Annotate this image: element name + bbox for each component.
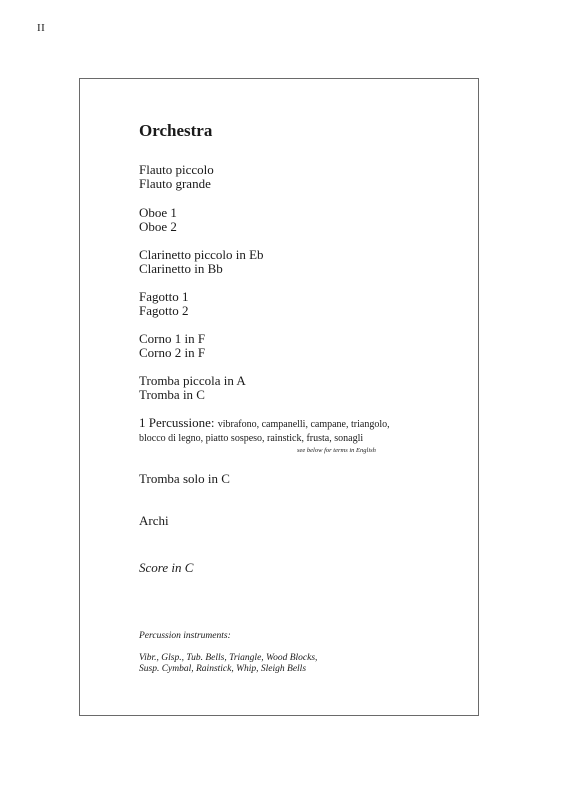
instrument-oboe-2: Oboe 2 [139, 219, 177, 234]
instrument-flauto-grande: Flauto grande [139, 176, 211, 191]
page-number: II [37, 22, 46, 34]
percussion-english-line-2: Susp. Cymbal, Rainstick, Whip, Sleigh Bells [139, 664, 307, 674]
instrument-fagotto-2: Fagotto 2 [139, 303, 189, 318]
percussion-items-1: vibrafono, campanelli, campane, triangolo, [217, 419, 390, 430]
instrument-archi: Archi [139, 513, 169, 528]
score-note: Score in C [139, 560, 194, 575]
instrument-fagotto-1: Fagotto 1 [139, 289, 189, 304]
percussion-line-1 [139, 416, 390, 432]
percussion-english-heading: Percussion instruments: [139, 631, 231, 641]
percussion-english-line-1: Vibr., Glsp., Tub. Bells, Triangle, Wood Blocks, [139, 653, 318, 663]
instrument-tromba-c: Tromba in C [139, 387, 205, 402]
instrument-corno-1: Corno 1 in F [139, 331, 206, 346]
instrument-flauto-piccolo: Flauto piccolo [139, 162, 214, 177]
percussion-label: 1 Percussione: [139, 415, 215, 430]
instrument-tromba-piccola: Tromba piccola in A [139, 373, 246, 388]
instrument-corno-2: Corno 2 in F [139, 345, 206, 360]
page-title: Orchestra [139, 121, 213, 140]
instrument-oboe-1: Oboe 1 [139, 205, 177, 220]
instrument-clarinetto-piccolo: Clarinetto piccolo in Eb [139, 247, 264, 262]
instrument-clarinetto-bb: Clarinetto in Bb [139, 261, 223, 276]
percussion-items-2: blocco di legno, piatto sospeso, rainstick, frusta, sonagli [139, 433, 364, 444]
percussion-note: see below for terms in English [297, 447, 376, 454]
instrument-tromba-solo: Tromba solo in C [139, 471, 230, 486]
